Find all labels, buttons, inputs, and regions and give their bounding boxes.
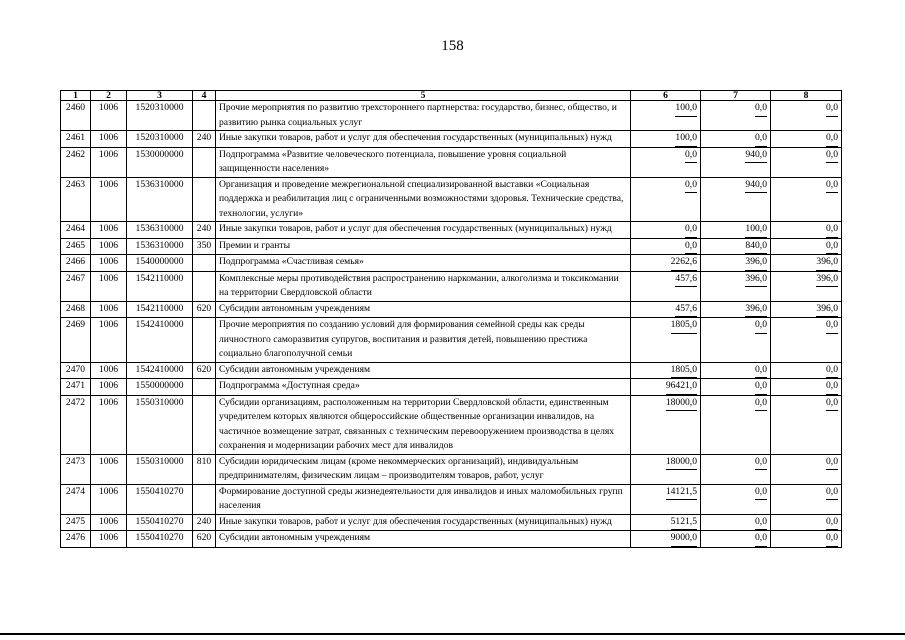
section-code: 1006	[91, 147, 127, 177]
column-header: 1	[61, 91, 91, 101]
target-code: 1540000000	[127, 255, 193, 272]
table-row	[61, 222, 842, 239]
target-code: 1542110000	[127, 301, 193, 318]
table-row	[61, 318, 842, 363]
section-code: 1006	[91, 484, 127, 514]
amount-col-6	[631, 395, 701, 454]
table-row	[61, 484, 842, 514]
expense-type	[193, 271, 216, 301]
section-code: 1006	[91, 101, 127, 131]
table-row	[61, 147, 842, 177]
page-number: 158	[441, 38, 464, 54]
target-code: 1520310000	[127, 101, 193, 131]
amount-col-7	[701, 318, 771, 363]
amount-col-7-value: 0,0	[755, 515, 767, 531]
column-header: 7	[701, 91, 771, 101]
section-code: 1006	[91, 531, 127, 548]
amount-col-7	[701, 177, 771, 222]
section-code: 1006	[91, 177, 127, 222]
column-header: 6	[631, 91, 701, 101]
item-name: Субсидии автономным учреждениям	[216, 362, 631, 379]
amount-col-7-value: 0,0	[755, 379, 767, 395]
expense-type: 240	[193, 514, 216, 531]
section-code: 1006	[91, 131, 127, 148]
amount-col-8-value: 0,0	[826, 363, 838, 379]
amount-col-7-value: 0,0	[755, 485, 767, 501]
target-code: 1542410000	[127, 362, 193, 379]
section-code: 1006	[91, 379, 127, 396]
amount-col-6	[631, 255, 701, 272]
amount-col-7-value: 940,0	[745, 178, 767, 194]
amount-col-8	[771, 395, 842, 454]
row-number: 2468	[61, 301, 91, 318]
item-name: Иные закупки товаров, работ и услуг для обеспечения государственных (муниципальных) нужд	[216, 222, 631, 239]
amount-col-7	[701, 271, 771, 301]
amount-col-7-value: 940,0	[745, 148, 767, 164]
amount-col-8	[771, 271, 842, 301]
row-number: 2461	[61, 131, 91, 148]
amount-col-8-value: 0,0	[826, 178, 838, 194]
row-number: 2466	[61, 255, 91, 272]
row-number: 2463	[61, 177, 91, 222]
amount-col-6	[631, 147, 701, 177]
table-row	[61, 238, 842, 255]
row-number: 2474	[61, 484, 91, 514]
amount-col-8	[771, 177, 842, 222]
amount-col-8-value: 0,0	[826, 396, 838, 412]
amount-col-7-value: 0,0	[755, 363, 767, 379]
row-number: 2470	[61, 362, 91, 379]
amount-col-6-value: 100,0	[675, 131, 697, 147]
expense-type: 810	[193, 454, 216, 484]
expense-type	[193, 318, 216, 363]
row-number: 2464	[61, 222, 91, 239]
item-name: Субсидии юридическим лицам (кроме некоммерческих организаций), индивидуальным предпринимателям, физическим лицам – производителям товаров, работ, услуг	[216, 454, 631, 484]
section-code: 1006	[91, 318, 127, 363]
target-code: 1520310000	[127, 131, 193, 148]
column-header: 8	[771, 91, 842, 101]
amount-col-8-value: 0,0	[826, 148, 838, 164]
amount-col-7-value: 0,0	[755, 455, 767, 471]
expense-type: 620	[193, 301, 216, 318]
amount-col-7	[701, 101, 771, 131]
expense-type	[193, 147, 216, 177]
row-number: 2473	[61, 454, 91, 484]
amount-col-8-value: 0,0	[826, 131, 838, 147]
table-row	[61, 514, 842, 531]
amount-col-7	[701, 454, 771, 484]
expense-type	[193, 101, 216, 131]
row-number: 2471	[61, 379, 91, 396]
amount-col-8	[771, 131, 842, 148]
amount-col-7	[701, 531, 771, 548]
target-code: 1550310000	[127, 395, 193, 454]
amount-col-6-value: 0,0	[685, 222, 697, 238]
row-number: 2467	[61, 271, 91, 301]
amount-col-7-value: 0,0	[755, 531, 767, 547]
section-code: 1006	[91, 362, 127, 379]
amount-col-6	[631, 101, 701, 131]
amount-col-8	[771, 379, 842, 396]
amount-col-7-value: 396,0	[745, 272, 767, 288]
item-name: Иные закупки товаров, работ и услуг для обеспечения государственных (муниципальных) нужд	[216, 514, 631, 531]
target-code: 1536310000	[127, 177, 193, 222]
item-name: Премии и гранты	[216, 238, 631, 255]
column-header: 2	[91, 91, 127, 101]
section-code: 1006	[91, 454, 127, 484]
page-edge-rule	[0, 633, 905, 635]
amount-col-8-value: 0,0	[826, 515, 838, 531]
expense-type	[193, 395, 216, 454]
amount-col-6	[631, 362, 701, 379]
amount-col-8	[771, 454, 842, 484]
amount-col-7	[701, 131, 771, 148]
amount-col-7-value: 840,0	[745, 239, 767, 255]
amount-col-7-value: 0,0	[755, 101, 767, 117]
amount-col-8-value: 0,0	[826, 485, 838, 501]
section-code: 1006	[91, 255, 127, 272]
section-code: 1006	[91, 301, 127, 318]
amount-col-8-value: 396,0	[816, 302, 838, 318]
amount-col-6-value: 0,0	[685, 148, 697, 164]
target-code: 1536310000	[127, 238, 193, 255]
amount-col-8	[771, 514, 842, 531]
amount-col-7-value: 0,0	[755, 318, 767, 334]
expense-type: 620	[193, 362, 216, 379]
amount-col-7-value: 396,0	[745, 255, 767, 271]
item-name: Комплексные меры противодействия распространению наркомании, алкоголизма и токсикомании на территории Свердловской области	[216, 271, 631, 301]
amount-col-6	[631, 484, 701, 514]
row-number: 2462	[61, 147, 91, 177]
amount-col-8-value: 0,0	[826, 531, 838, 547]
expense-type: 240	[193, 131, 216, 148]
amount-col-6-value: 1805,0	[671, 318, 697, 334]
expense-type: 240	[193, 222, 216, 239]
table-row	[61, 101, 842, 131]
amount-col-6	[631, 301, 701, 318]
section-code: 1006	[91, 514, 127, 531]
table-row	[61, 362, 842, 379]
item-name: Организация и проведение межрегиональной специализированной выставки «Социальная поддержка и реабилитация лиц с ограниченными возможностями здоровья. Технические средства, технологии, услуги»	[216, 177, 631, 222]
table-row	[61, 454, 842, 484]
amount-col-6	[631, 177, 701, 222]
section-code: 1006	[91, 271, 127, 301]
target-code: 1550410270	[127, 514, 193, 531]
target-code: 1542410000	[127, 318, 193, 363]
section-code: 1006	[91, 222, 127, 239]
table-row	[61, 531, 842, 548]
amount-col-6	[631, 531, 701, 548]
amount-col-8-value: 0,0	[826, 379, 838, 395]
amount-col-7	[701, 514, 771, 531]
amount-col-6-value: 96421,0	[666, 379, 697, 395]
expense-type	[193, 484, 216, 514]
amount-col-8	[771, 362, 842, 379]
amount-col-8	[771, 255, 842, 272]
amount-col-7-value: 396,0	[745, 302, 767, 318]
amount-col-8	[771, 318, 842, 363]
item-name: Иные закупки товаров, работ и услуг для обеспечения государственных (муниципальных) нужд	[216, 131, 631, 148]
section-code: 1006	[91, 238, 127, 255]
amount-col-7	[701, 379, 771, 396]
amount-col-7	[701, 395, 771, 454]
amount-col-8	[771, 484, 842, 514]
amount-col-8-value: 0,0	[826, 222, 838, 238]
amount-col-6-value: 9000,0	[671, 531, 697, 547]
amount-col-8	[771, 531, 842, 548]
amount-col-6	[631, 271, 701, 301]
table-row	[61, 395, 842, 454]
expense-type	[193, 255, 216, 272]
amount-col-6-value: 0,0	[685, 239, 697, 255]
expense-type: 350	[193, 238, 216, 255]
target-code: 1550000000	[127, 379, 193, 396]
column-header: 4	[193, 91, 216, 101]
amount-col-7	[701, 362, 771, 379]
target-code: 1550410270	[127, 484, 193, 514]
table-header-row	[61, 91, 842, 101]
amount-col-6	[631, 222, 701, 239]
amount-col-7	[701, 222, 771, 239]
table-body	[61, 101, 842, 548]
target-code: 1536310000	[127, 222, 193, 239]
row-number: 2472	[61, 395, 91, 454]
amount-col-8-value: 0,0	[826, 318, 838, 334]
amount-col-8-value: 396,0	[816, 272, 838, 288]
row-number: 2476	[61, 531, 91, 548]
amount-col-8-value: 0,0	[826, 239, 838, 255]
amount-col-7-value: 100,0	[745, 222, 767, 238]
amount-col-7	[701, 238, 771, 255]
amount-col-6-value: 2262,6	[671, 255, 697, 271]
amount-col-7-value: 0,0	[755, 131, 767, 147]
table-row	[61, 177, 842, 222]
row-number: 2460	[61, 101, 91, 131]
row-number: 2469	[61, 318, 91, 363]
table-row	[61, 301, 842, 318]
table-row	[61, 271, 842, 301]
amount-col-7	[701, 147, 771, 177]
amount-col-7-value: 0,0	[755, 396, 767, 412]
amount-col-6-value: 0,0	[685, 178, 697, 194]
amount-col-8	[771, 222, 842, 239]
target-code: 1550310000	[127, 454, 193, 484]
amount-col-6-value: 14121,5	[666, 485, 697, 501]
column-header: 5	[216, 91, 631, 101]
item-name: Подпрограмма «Развитие человеческого потенциала, повышение уровня социальной защищенности населения»	[216, 147, 631, 177]
amount-col-6-value: 457,6	[675, 272, 697, 288]
row-number: 2475	[61, 514, 91, 531]
amount-col-6-value: 18000,0	[666, 396, 697, 412]
amount-col-6	[631, 514, 701, 531]
item-name: Подпрограмма «Доступная среда»	[216, 379, 631, 396]
table-row	[61, 379, 842, 396]
amount-col-7	[701, 484, 771, 514]
expense-type: 620	[193, 531, 216, 548]
amount-col-6	[631, 131, 701, 148]
amount-col-8	[771, 238, 842, 255]
amount-col-6-value: 18000,0	[666, 455, 697, 471]
item-name: Прочие мероприятия по созданию условий для формирования семейной среды как среды личностного саморазвития супругов, воспитания и развития детей, повышению престижа социально благополучной семьи	[216, 318, 631, 363]
item-name: Прочие мероприятия по развитию трехстороннего партнерства: государство, бизнес, общество, и развитию рынка социальных услуг	[216, 101, 631, 131]
amount-col-6-value: 1805,0	[671, 363, 697, 379]
amount-col-6	[631, 454, 701, 484]
amount-col-8-value: 0,0	[826, 455, 838, 471]
table-row	[61, 255, 842, 272]
amount-col-6	[631, 318, 701, 363]
amount-col-7	[701, 255, 771, 272]
table-row	[61, 131, 842, 148]
budget-table	[60, 90, 842, 548]
amount-col-6	[631, 379, 701, 396]
target-code: 1542110000	[127, 271, 193, 301]
row-number: 2465	[61, 238, 91, 255]
column-header: 3	[127, 91, 193, 101]
target-code: 1550410270	[127, 531, 193, 548]
amount-col-8	[771, 101, 842, 131]
item-name: Подпрограмма «Счастливая семья»	[216, 255, 631, 272]
amount-col-6-value: 100,0	[675, 101, 697, 117]
item-name: Субсидии автономным учреждениям	[216, 301, 631, 318]
amount-col-8	[771, 147, 842, 177]
amount-col-8-value: 396,0	[816, 255, 838, 271]
amount-col-6	[631, 238, 701, 255]
section-code: 1006	[91, 395, 127, 454]
amount-col-8	[771, 301, 842, 318]
amount-col-7	[701, 301, 771, 318]
amount-col-6-value: 457,6	[675, 302, 697, 318]
item-name: Субсидии автономным учреждениям	[216, 531, 631, 548]
item-name: Субсидии организациям, расположенным на территории Свердловской области, единственным учредителем которых являются общероссийские общественные организации инвалидов, на частичное возмещение затрат, связанных с техническим перевооружением производства в целях сохранения и модернизации рабочих мест для инвалидов	[216, 395, 631, 454]
item-name: Формирование доступной среды жизнедеятельности для инвалидов и иных маломобильных групп населения	[216, 484, 631, 514]
target-code: 1530000000	[127, 147, 193, 177]
expense-type	[193, 379, 216, 396]
expense-type	[193, 177, 216, 222]
amount-col-6-value: 5121,5	[671, 515, 697, 531]
amount-col-8-value: 0,0	[826, 101, 838, 117]
